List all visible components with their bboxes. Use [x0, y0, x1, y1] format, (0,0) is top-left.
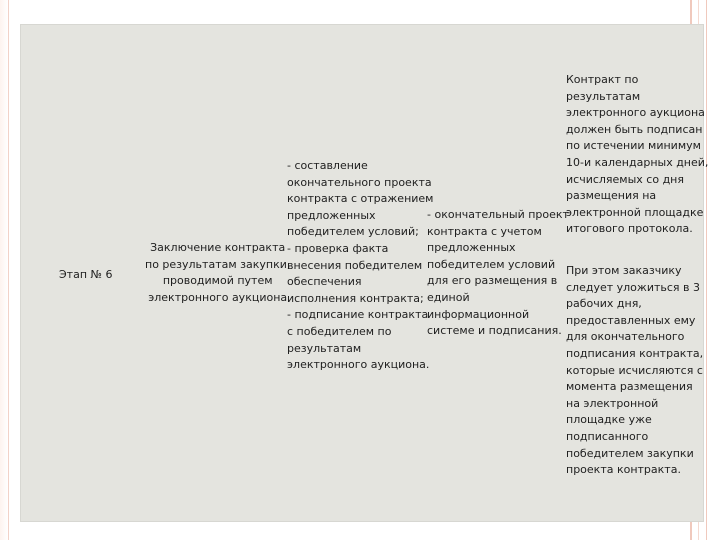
text-line: на электронной	[566, 396, 659, 410]
stage-label: Этап № 6	[59, 268, 113, 281]
text-line: предоставленных ему	[566, 313, 696, 327]
text-line: единой	[427, 290, 470, 304]
text-line: электронного аукциона	[148, 290, 288, 304]
text-line: размещения на	[566, 189, 657, 203]
text-line: предложенных	[427, 241, 516, 255]
text-line: по результатам закупки,	[145, 257, 291, 271]
stage-result	[427, 207, 569, 340]
text-line: для его размещения в	[427, 274, 558, 288]
text-line: исполнения контракта;	[287, 291, 424, 305]
stage-deadline	[566, 72, 708, 238]
text-line: электронной площадке	[566, 205, 704, 219]
text-line: победителем закупки	[566, 446, 694, 460]
text-line: следует уложиться в 3	[566, 280, 700, 294]
text-line: Заключение контракта	[150, 241, 286, 254]
text-line: с победителем по	[287, 324, 392, 338]
text-line: окончательного проекта	[287, 175, 432, 189]
text-line: обеспечения	[287, 275, 362, 289]
text-line: результатам	[566, 89, 641, 103]
text-line: контракта с отражением	[287, 192, 434, 206]
text-line: по истечении минимум	[566, 139, 701, 153]
text-line: для окончательного	[566, 330, 685, 344]
stage-customer-note	[566, 263, 703, 479]
text-line: - окончательный проект	[427, 208, 569, 221]
stage-title	[145, 240, 290, 306]
text-line: должен быть подписан	[566, 122, 703, 136]
procurement-stage-table	[20, 24, 709, 522]
text-line: результатам	[287, 341, 362, 355]
text-line: проводимой путем	[162, 274, 273, 288]
text-line: итогового протокола.	[566, 222, 693, 236]
text-line: - проверка факта	[287, 241, 389, 255]
text-line: победителем условий	[427, 257, 556, 271]
text-line: внесения победителем	[287, 258, 423, 272]
text-line: площадке уже	[566, 413, 652, 427]
text-line: победителем условий;	[287, 225, 419, 239]
text-line: подписания контракта,	[566, 346, 704, 360]
text-line: электронного аукциона.	[287, 358, 430, 372]
text-line: подписанного	[566, 429, 649, 443]
text-line: рабочих дня,	[566, 297, 642, 311]
text-line: контракта с учетом	[427, 224, 542, 238]
text-line: Контракт по	[566, 73, 639, 86]
text-line: При этом заказчику	[566, 264, 682, 277]
text-line: которые исчисляются с	[566, 363, 703, 377]
text-line: 10-и календарных дней,	[566, 155, 709, 169]
text-line: предложенных	[287, 208, 376, 222]
text-line: - подписание контракта	[287, 308, 429, 322]
text-line: системе и подписания.	[427, 324, 562, 338]
text-line: - составление	[287, 159, 368, 172]
text-line: момента размещения	[566, 380, 693, 394]
text-line: информационной	[427, 307, 530, 321]
text-line: исчисляемых со дня	[566, 172, 684, 186]
left-border-decoration	[0, 0, 9, 540]
text-line: проекта контракта.	[566, 463, 681, 477]
stage-actions	[287, 158, 433, 374]
text-line: электронного аукциона	[566, 106, 705, 120]
